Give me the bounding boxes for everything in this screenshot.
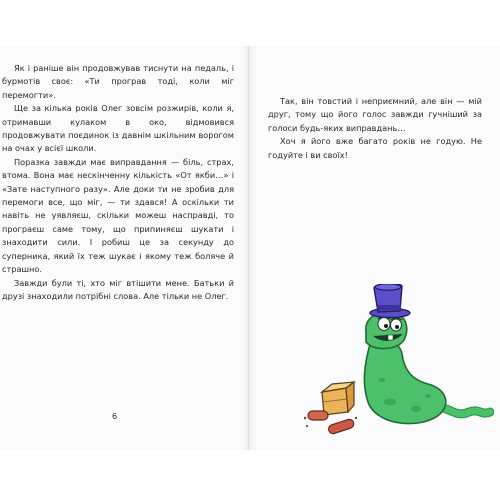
paragraph: Ще за кілька років Олег зовсім розжирів, коли я, отримавши кулаком в око, відмовився продовжувати поєдинок із давнім шкільним ворогом на очах у всієї школи.: [2, 103, 234, 154]
paragraph: Поразка завжди має виправдання — біль, страх, втома. Вона має нескінченну кількість «От якби…» і «Зате наступного разу». Але доки ти не зробив для перемоги все, що міг, — ти здався! А оскільки ти навіть не уявляєш, скільки можеш насправді, то програєш саме тому, що припиняєш шукати і знаходити сили. І робиш це за секунду до суперника, який їх теж шукає і якому теж боляче й страшно.: [2, 156, 234, 275]
worm-with-hat-image: [304, 284, 494, 449]
worm-illustration: [304, 284, 494, 449]
right-page-text: [268, 95, 482, 162]
paragraph: Як і раніше він продовжував тиснути на педаль, і бурмотів своє: «Ти програв тоді, коли міг перемогти».: [2, 63, 234, 100]
paragraph: Так, він товстий і неприємний, але він — мій друг, тому що його голос завжди гучніший за голоси будь-яких виправдань…: [268, 96, 482, 133]
book-spread: [0, 46, 500, 450]
left-page: [0, 46, 249, 450]
left-page-text: [2, 62, 234, 303]
worm-body: [364, 336, 445, 423]
paragraph: Завжди були ті, хто міг втішити мене. Батьки й друзі знаходили потрібні слова. Але тільки не Олег.: [2, 277, 234, 301]
top-hat-icon: [370, 284, 410, 318]
page-number: 6: [112, 412, 118, 421]
paragraph: Хоч я його вже багато років не годую. Не годуйте і ви своїх!: [268, 136, 482, 160]
cake-icon: [322, 382, 354, 415]
